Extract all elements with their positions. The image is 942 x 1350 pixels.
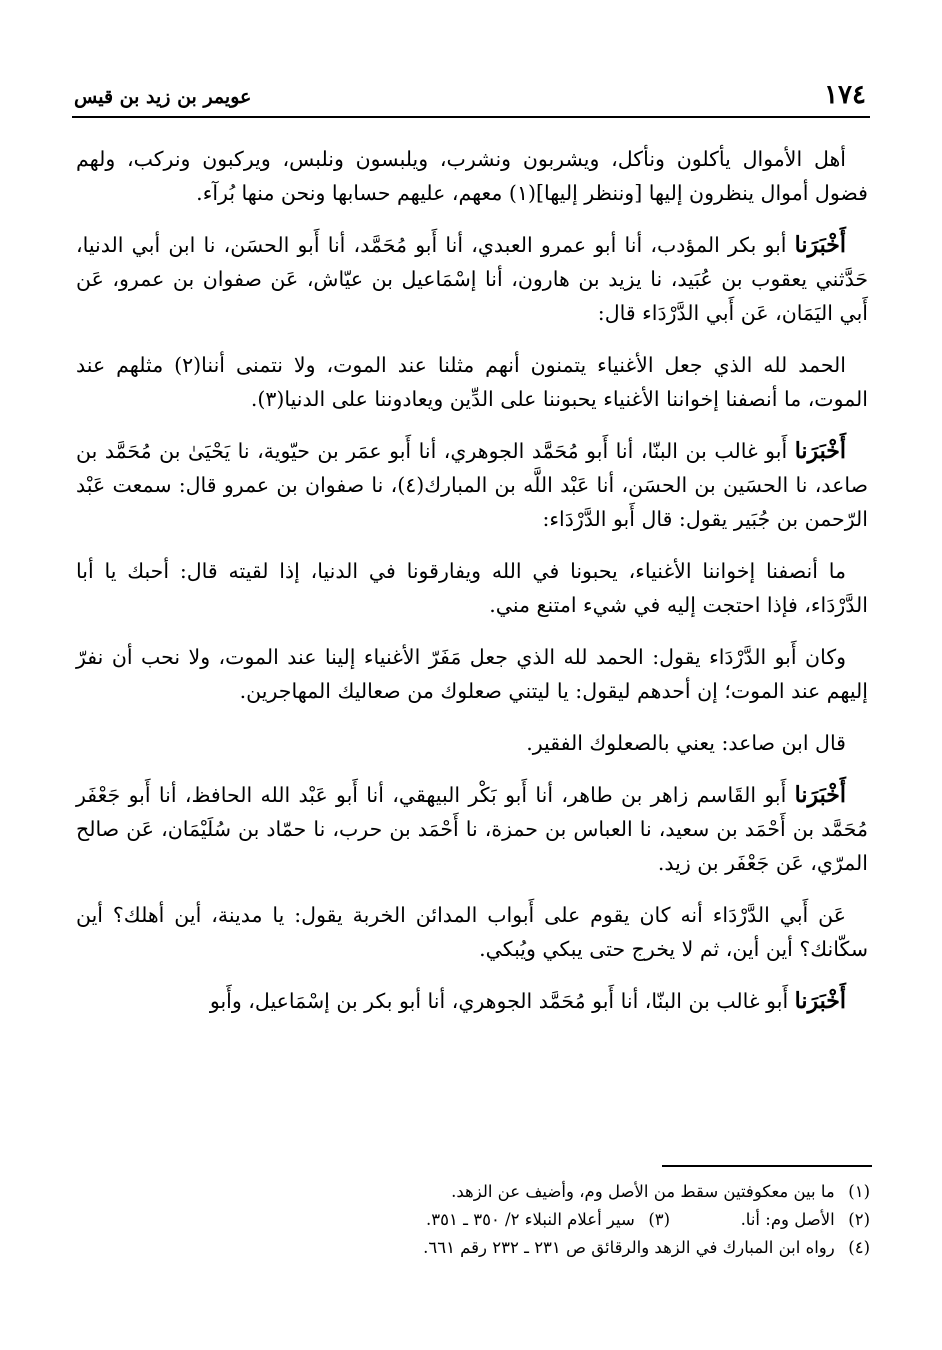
paragraph xyxy=(76,898,868,966)
footnote-number: (١) xyxy=(848,1182,870,1201)
paragraph xyxy=(76,142,868,210)
paragraph xyxy=(76,640,868,708)
paragraph xyxy=(76,554,868,622)
paragraph-text: أَبو القَاسم زاهر بن طاهر، أنا أَبو بَكْر البيهقي، أنا أَبو عَبْد الله الحافظ، أنا أَبو جَعْفَر مُحَمَّد بن أَحْمَد بن سعيد، نا العباس بن حمزة، نا أَحْمَد بن حرب، نا حمّاد بن سُلَيْمَان، عَن صالح المرّي، عَن جَعْفَر بن زيد. xyxy=(76,783,868,875)
paragraph-text: أَبو غالب بن البنّا، أنا أَبو مُحَمَّد الجوهري، أنا أَبو عمَر بن حيّوية، نا يَحْيَىٰ بن مُحَمَّد بن صاعد، نا الحسَين بن الحسَن، أنا عَبْد اللَّه بن المبارك(٤)، نا صفوان بن عمرو قال: سمعت عَبْد الرّحمن بن جُبَير يقول: قال أَبو الدَّرْدَاء: xyxy=(76,439,868,531)
paragraph-lead: أَخْبَرَنا xyxy=(794,782,846,808)
paragraph xyxy=(76,348,868,416)
paragraph xyxy=(76,228,868,330)
paragraph-lead: أَخْبَرَنا xyxy=(794,988,846,1014)
paragraph xyxy=(76,984,868,1018)
paragraph-text: عَن أَبي الدَّرْدَاء أنه كان يقوم على أَبواب المدائن الخربة يقول: يا مدينة، أين أهلك؟ أين سكّانك؟ أين أين، ثم لا يخرج حتى يبكي ويُبكي. xyxy=(76,903,868,961)
footnote xyxy=(76,1234,870,1262)
page-header xyxy=(72,76,870,118)
paragraph xyxy=(76,726,868,760)
paragraph-text: وكان أَبو الدَّرْدَاء يقول: الحمد لله الذي جعل مَفَرّ الأغنياء إلينا عند الموت، ولا نحب أن نفرّ إليهم عند الموت؛ إن أحدهم ليقول: يا ليتني صعلوك من صعاليك المهاجرين. xyxy=(76,645,868,703)
paragraph-text: أهل الأموال يأكلون ونأكل، ويشربون ونشرب، ويلبسون ونلبس، ويركبون ونركب، ولهم فضول أموال ينظرون إليها [وننظر إليها](١) معهم، عليهم حسابها ونحن منها بُرآء. xyxy=(76,147,868,205)
footnote xyxy=(76,1206,870,1234)
paragraph-lead: أَخْبَرَنا xyxy=(794,438,847,464)
footnote-text: رواه ابن المبارك في الزهد والرقائق ص ٢٣١ ـ ٢٣٢ رقم ٦٦١. xyxy=(423,1238,835,1257)
page-number: ١٧٤ xyxy=(824,80,866,110)
footnote-number: (٣) xyxy=(648,1210,671,1229)
footnote-text: سير أعلام النبلاء ٢/ ٣٥٠ ـ ٣٥١. xyxy=(426,1210,635,1229)
running-title: عويمر بن زيد بن قيس xyxy=(74,86,252,108)
paragraph-text: الحمد لله الذي جعل الأغنياء يتمنون أنهم مثلنا عند الموت، ولا نتمنى أننا(٢) مثلهم عند الموت، ما أنصفنا إخواننا الأغنياء يحبوننا على الدِّين ويعادوننا على الدنيا(٣). xyxy=(76,353,868,411)
footnote xyxy=(76,1178,870,1206)
main-text xyxy=(76,142,868,1036)
paragraph-text: أبو بكر المؤدب، أنا أبو عمرو العبدي، أنا أَبو مُحَمَّد، أنا أَبو الحسَن، نا ابن أبي الدنيا، حَدَّثني يعقوب بن عُبَيد، نا يزيد بن هارون، أنا إسْمَاعيل بن عيّاش، عَن صفوان بن عمرو، عَن أَبي اليَمَان، عَن أَبي الدَّرْدَاء قال: xyxy=(76,233,868,325)
footnote-text: الأصل وم: أنا. xyxy=(740,1210,835,1229)
paragraph xyxy=(76,778,868,880)
paragraph-text: ما أنصفنا إخواننا الأغنياء، يحبونا في الله ويفارقونا في الدنيا، إذا لقيته قال: أحبك يا أبا الدَّرْدَاء، فإذا احتجت إليه في شيء امتنع مني. xyxy=(76,559,868,617)
paragraph-lead: أَخْبَرَنا xyxy=(794,232,846,258)
paragraph-text: قال ابن صاعد: يعني بالصعلوك الفقير. xyxy=(526,731,846,755)
footnote-separator xyxy=(662,1165,872,1167)
footnote-number: (٢) xyxy=(848,1210,870,1229)
paragraph-text: أَبو غالب بن البنّا، أنا أَبو مُحَمَّد الجوهري، أنا أبو بكر بن إسْمَاعيل، وأَبو xyxy=(209,989,795,1013)
paragraph xyxy=(76,434,868,536)
footnote-number: (٤) xyxy=(848,1238,870,1257)
footnote-text: ما بين معكوفتين سقط من الأصل وم، وأضيف عن الزهد. xyxy=(451,1182,835,1201)
footnotes xyxy=(76,1178,870,1262)
